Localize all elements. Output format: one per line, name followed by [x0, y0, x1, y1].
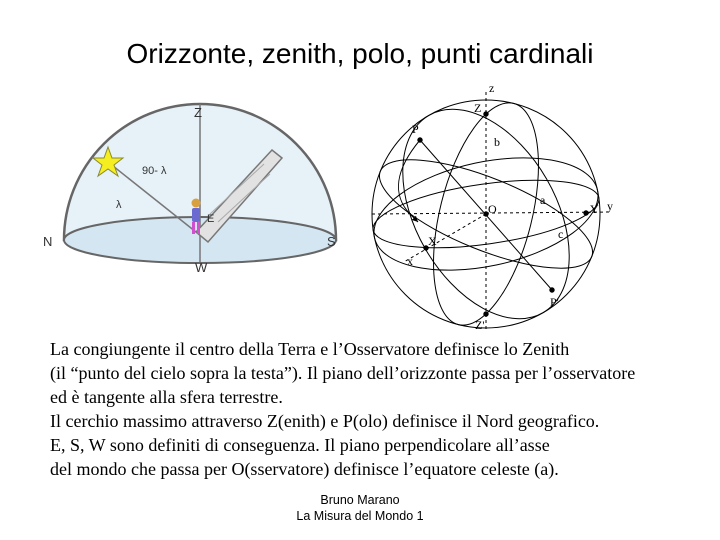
body-text: [50, 337, 710, 481]
footer: [0, 492, 720, 524]
label-south: S: [327, 234, 336, 249]
label-x-axis: x: [407, 254, 413, 268]
label-pole-south: P': [550, 295, 559, 309]
label-X: X: [428, 234, 437, 248]
label-zenith-point: Z: [474, 101, 482, 115]
footer-author: Bruno Marano: [320, 493, 400, 507]
label-east: E: [207, 213, 215, 225]
horizon-dome-figure: [28, 98, 346, 278]
label-colatitude: 90- λ: [142, 165, 167, 177]
label-z-axis: z: [489, 81, 495, 95]
label-y-axis: y: [607, 199, 613, 213]
label-north: N: [43, 234, 53, 249]
body-line: Il cerchio massimo attraverso Z(enith) e P(olo) definisce il Nord geografico.: [50, 411, 600, 431]
body-line: (il “punto del cielo sopra la testa”). Il piano dell’orizzonte passa per l’osservatore: [50, 363, 636, 383]
body-line: E, S, W sono definiti di conseguenza. Il piano perpendicolare all’asse: [50, 435, 550, 455]
label-circle-b: b: [494, 135, 500, 149]
label-pole: P: [412, 122, 419, 136]
label-nadir: Z': [475, 318, 485, 332]
body-line: del mondo che passa per O(sservatore) definisce l’equatore celeste (a).: [50, 459, 559, 479]
label-circle-c: c: [558, 227, 564, 241]
label-circle-a: a: [540, 193, 546, 207]
body-line: La congiungente il centro della Terra e l’Osservatore definisce lo Zenith: [50, 339, 570, 359]
label-origin: O: [488, 202, 497, 216]
slide-title: Orizzonte, zenith, polo, punti cardinali: [126, 38, 594, 69]
label-Y: Y: [590, 202, 599, 216]
label-west: W: [195, 260, 208, 275]
sphere-labels: [407, 81, 613, 332]
footer-course: La Misura del Mondo 1: [296, 509, 424, 523]
label-zenith: Z: [194, 105, 202, 120]
body-line: ed è tangente alla sfera terrestre.: [50, 387, 283, 407]
label-latitude: λ: [116, 199, 122, 211]
